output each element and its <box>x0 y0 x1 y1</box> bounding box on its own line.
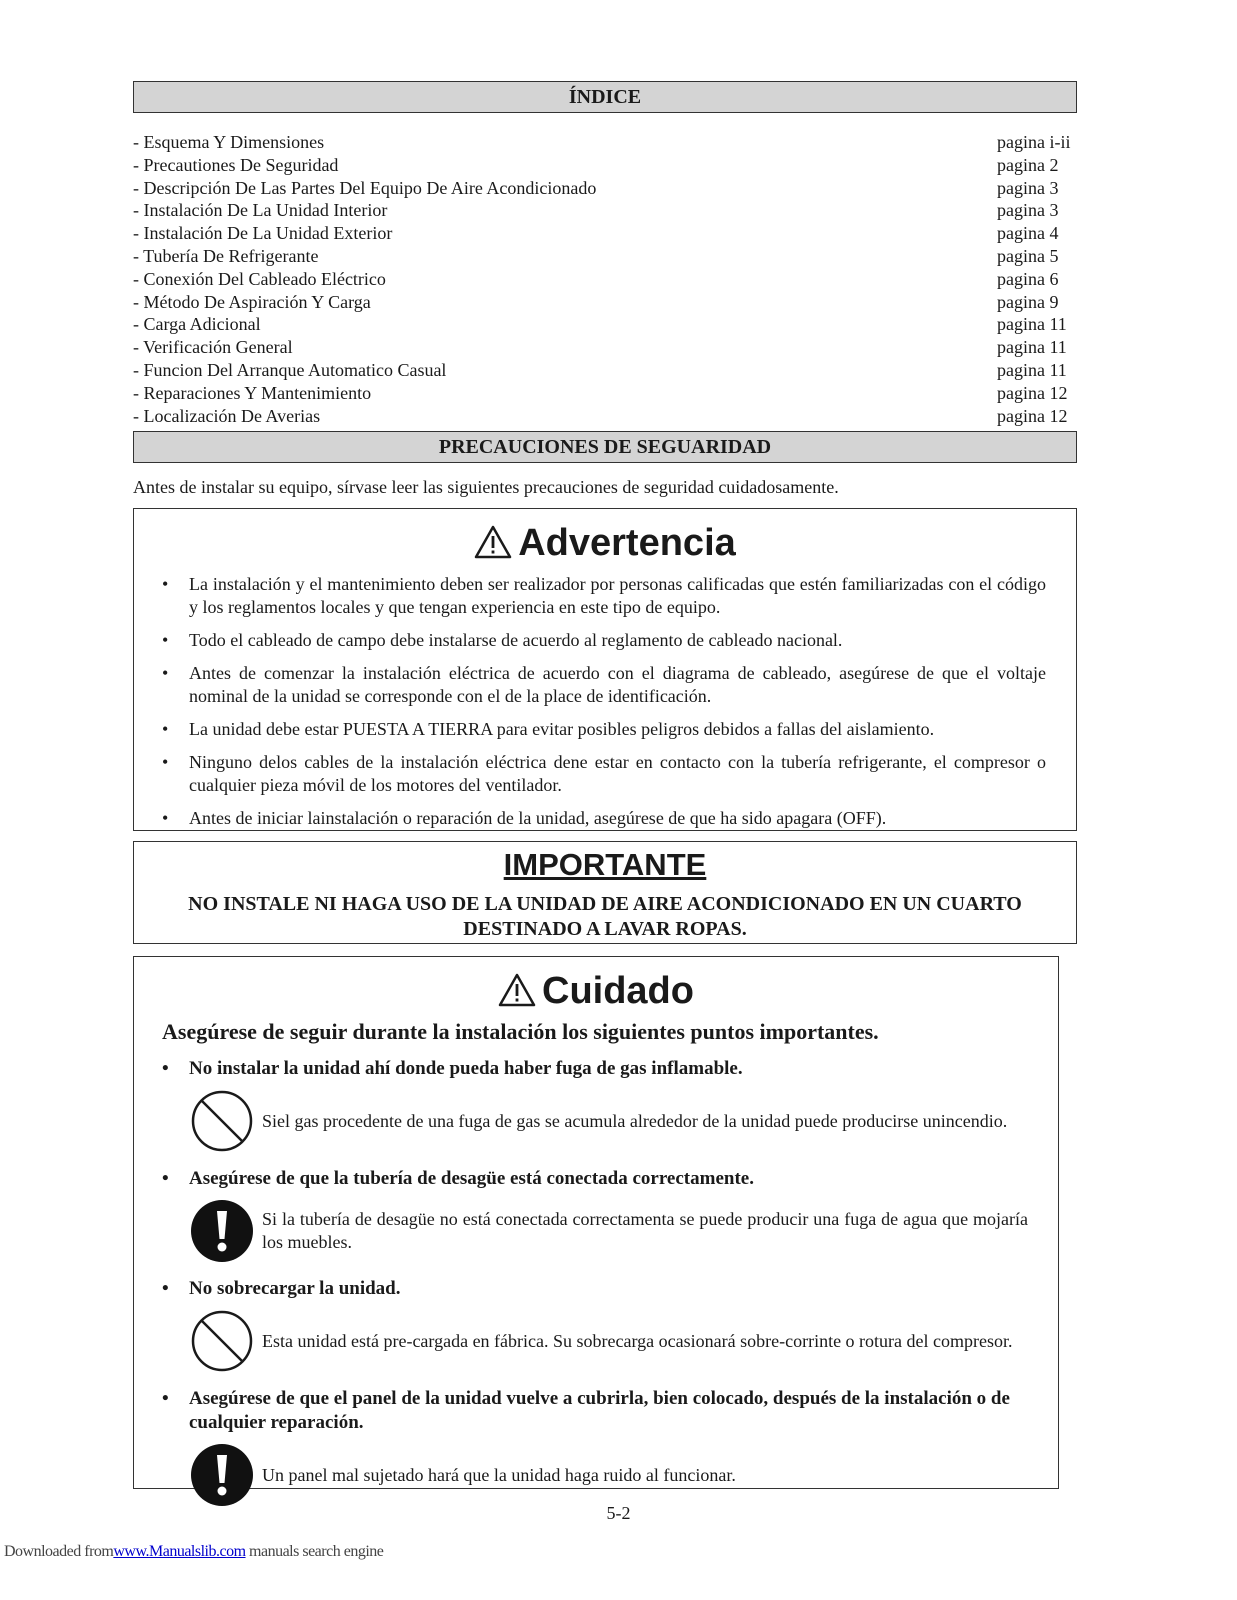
toc-row <box>133 177 1077 200</box>
footer-prefix: Downloaded from <box>4 1543 114 1560</box>
toc-label: - Descripción De Las Partes Del Equipo De Aire Acondicionado <box>133 177 597 198</box>
caution-list <box>134 1057 1058 1507</box>
toc-page: pagina 11 <box>997 359 1067 380</box>
toc-row <box>133 131 1077 154</box>
toc-page: pagina 2 <box>997 154 1059 175</box>
warning-item: • La instalación y el mantenimiento deben ser realizador por personas calificadas que estén familiarizadas con el código y los reglamentos locales y que tengan experiencia en este tipo de equipo. <box>162 573 1046 619</box>
warning-item: • Antes de comenzar la instalación eléctrica de acuerdo con el diagrama de cableado, asegúrese de que el voltaje nominal de la unidad se corresponde con el de la place de identificación. <box>162 662 1046 708</box>
toc-label: - Conexión Del Cableado Eléctrico <box>133 268 386 289</box>
warning-item: • Ninguno delos cables de la instalación eléctrica dene estar en contacto con la tubería refrigerante, el compresor o cualquier pieza móvil de los motores del ventilador. <box>162 751 1046 797</box>
toc-row <box>133 154 1077 177</box>
caution-item <box>134 1277 1058 1373</box>
page-number: 5-2 <box>606 1503 631 1523</box>
important-title: IMPORTANTE <box>503 847 707 883</box>
safety-title: PRECAUCIONES DE SEGUARIDAD <box>133 431 1077 463</box>
toc-page: pagina 12 <box>997 405 1068 426</box>
toc-page: pagina 6 <box>997 268 1059 289</box>
prohibited-icon <box>162 1089 262 1153</box>
toc-row <box>133 313 1077 336</box>
toc-label: - Precautiones De Seguridad <box>133 154 339 175</box>
caution-item-body <box>162 1309 1028 1373</box>
toc-label: - Instalación De La Unidad Exterior <box>133 223 393 244</box>
mandatory-icon <box>162 1199 262 1263</box>
toc-page: pagina i-ii <box>997 132 1071 152</box>
caution-item-text: Siel gas procedente de una fuga de gas se acumula alrededor de la unidad puede producirse unincendio. <box>262 1110 1008 1131</box>
prohibited-icon <box>162 1309 262 1373</box>
warning-item: • Antes de iniciar lainstalación o reparación de la unidad, asegúrese de que ha sido apagara (OFF). <box>162 807 1046 830</box>
caution-item-body <box>162 1443 1028 1507</box>
toc-page: pagina 11 <box>997 314 1067 335</box>
caution-heading <box>134 969 1058 1017</box>
toc-label: - Carga Adicional <box>133 314 261 335</box>
toc-page: pagina 5 <box>997 245 1059 266</box>
toc-label: - Método De Aspiración Y Carga <box>133 291 371 312</box>
caution-item-body <box>162 1199 1028 1263</box>
caution-item-heading: • Asegúrese de que la tubería de desagüe está conectada correctamente. <box>162 1167 1028 1191</box>
toc-label: - Tubería De Refrigerante <box>133 245 319 266</box>
toc-page: pagina 11 <box>997 337 1067 358</box>
caution-item <box>134 1167 1058 1263</box>
warning-list <box>134 573 1076 830</box>
caution-item-body <box>162 1089 1028 1153</box>
caution-item-text: Esta unidad está pre-cargada en fábrica. Su sobrecarga ocasionará sobre-corrinte o rotura del compresor. <box>262 1330 1013 1351</box>
toc-row <box>133 245 1077 268</box>
toc-page: pagina 3 <box>997 177 1059 198</box>
toc-label: - Esquema Y Dimensiones <box>133 132 325 152</box>
toc-page: pagina 9 <box>997 291 1059 312</box>
toc-label: - Localización De Averias <box>133 405 321 426</box>
manualslib-link[interactable]: www.Manualslib.com <box>113 1543 246 1560</box>
toc-label: - Reparaciones Y Mantenimiento <box>133 382 372 403</box>
caution-item <box>134 1387 1058 1507</box>
index-title: ÍNDICE <box>133 81 1077 113</box>
warning-heading <box>134 521 1076 569</box>
mandatory-icon <box>162 1443 262 1507</box>
important-text: NO INSTALE NI HAGA USO DE LA UNIDAD DE AIRE ACONDICIONADO EN UN CUARTO DESTINADO A LAVAR ROPAS. <box>188 893 1022 941</box>
footer <box>4 1543 383 1561</box>
warning-title: Advertencia <box>518 522 736 565</box>
table-of-contents <box>133 131 1077 427</box>
caution-lead: Asegúrese de seguir durante la instalación los siguientes puntos importantes. <box>162 1019 879 1045</box>
toc-page: pagina 4 <box>997 223 1059 244</box>
toc-page: pagina 3 <box>997 200 1059 221</box>
caution-item-heading: • No sobrecargar la unidad. <box>162 1277 1028 1301</box>
toc-row <box>133 199 1077 222</box>
warning-triangle-icon <box>474 525 512 569</box>
toc-row <box>133 359 1077 382</box>
caution-title: Cuidado <box>542 970 694 1013</box>
warning-item: • Todo el cableado de campo debe instalarse de acuerdo al reglamento de cableado nacional. <box>162 629 1046 652</box>
safety-intro: Antes de instalar su equipo, sírvase leer las siguientes precauciones de seguridad cuidadosamente. <box>133 477 839 498</box>
warning-box <box>133 508 1077 831</box>
caution-item-heading: • Asegúrese de que el panel de la unidad vuelve a cubrirla, bien colocado, después de la instalación o de cualquier reparación. <box>162 1387 1028 1435</box>
caution-item-heading: • No instalar la unidad ahí donde pueda haber fuga de gas inflamable. <box>162 1057 1028 1081</box>
warning-item: • La unidad debe estar PUESTA A TIERRA para evitar posibles peligros debidos a fallas del aislamiento. <box>162 718 1046 741</box>
important-box <box>133 841 1077 944</box>
caution-item-text: Un panel mal sujetado hará que la unidad haga ruido al funcionar. <box>262 1464 736 1485</box>
page-content <box>133 81 1077 1489</box>
toc-row <box>133 291 1077 314</box>
caution-item <box>134 1057 1058 1153</box>
caution-item-text: Si la tubería de desagüe no está conectada correctamenta se puede producir una fuga de agua que mojaría los muebles. <box>262 1209 1028 1253</box>
toc-page: pagina 12 <box>997 382 1068 403</box>
toc-row <box>133 222 1077 245</box>
toc-row <box>133 405 1077 428</box>
footer-suffix: manuals search engine <box>245 1543 384 1560</box>
caution-triangle-icon <box>498 973 536 1017</box>
toc-label: - Verificación General <box>133 337 293 358</box>
toc-row <box>133 382 1077 405</box>
caution-box <box>133 956 1059 1489</box>
toc-row <box>133 336 1077 359</box>
toc-label: - Instalación De La Unidad Interior <box>133 200 388 221</box>
toc-label: - Funcion Del Arranque Automatico Casual <box>133 359 447 380</box>
toc-row <box>133 268 1077 291</box>
